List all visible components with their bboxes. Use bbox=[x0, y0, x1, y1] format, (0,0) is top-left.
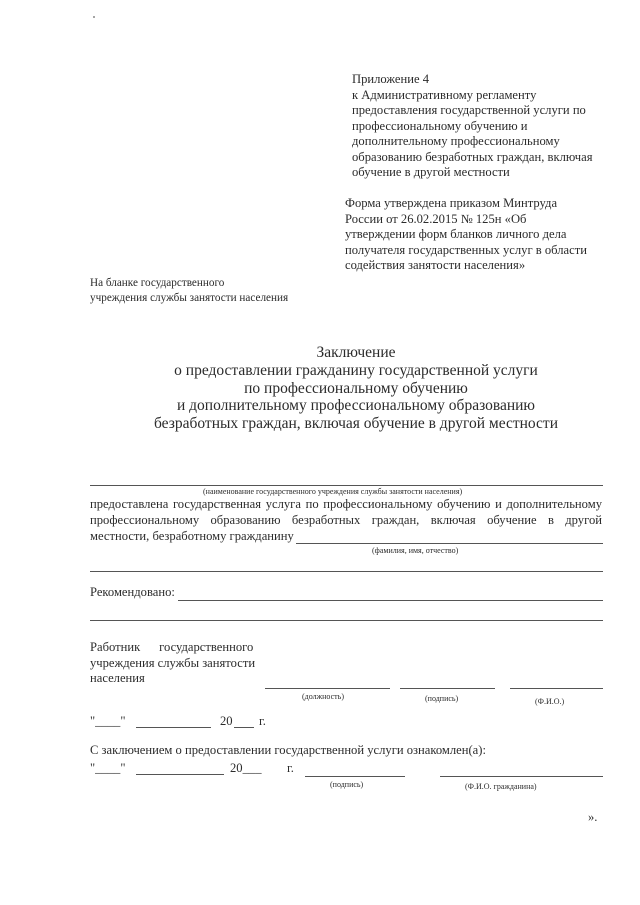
approval-block bbox=[345, 196, 607, 274]
institution-caption: (наименование государственного учреждения службы занятости населения) bbox=[203, 487, 463, 496]
fio-caption: (фамилия, имя, отчество) bbox=[372, 546, 459, 555]
worker-label bbox=[90, 640, 265, 687]
acquaint-year-field[interactable]: 20___ bbox=[230, 761, 262, 775]
date-month-field[interactable] bbox=[136, 727, 211, 728]
institution-name-field[interactable] bbox=[90, 485, 603, 486]
date-day-field[interactable]: "____" bbox=[90, 714, 126, 728]
title-line: о предоставлении гражданину государственной услуги bbox=[174, 361, 538, 379]
title-line: и дополнительному профессиональному образованию bbox=[176, 397, 536, 415]
worker-fio-caption: (Ф.И.О.) bbox=[535, 697, 565, 706]
worker-signature-field[interactable] bbox=[400, 688, 495, 689]
signature-caption: (подпись) bbox=[425, 694, 459, 703]
title-line: по профессиональному обучению bbox=[244, 379, 468, 397]
acquaint-signature-field[interactable] bbox=[305, 776, 405, 777]
recommendation-extra-line[interactable] bbox=[90, 620, 603, 621]
acquaint-text: С заключением о предоставлении государственной услуги ознакомлен(а): bbox=[90, 743, 486, 757]
position-caption: (должность) bbox=[302, 692, 344, 701]
approval-line: утверждении форм бланков личного дела bbox=[345, 227, 567, 241]
date-year-prefix: 20 bbox=[220, 714, 233, 728]
worker-fio-field[interactable] bbox=[510, 688, 603, 689]
acquaint-signature-caption: (подпись) bbox=[330, 780, 364, 789]
citizen-name-field[interactable] bbox=[296, 543, 603, 544]
worker-line: Работник государственного bbox=[90, 640, 254, 654]
appendix-line: Приложение 4 bbox=[352, 72, 430, 86]
worker-position-field[interactable] bbox=[265, 688, 390, 689]
closing-quote: ». bbox=[588, 810, 598, 824]
date-year-field[interactable] bbox=[234, 727, 254, 728]
worker-line: населения bbox=[90, 671, 145, 685]
appendix-line: дополнительному профессиональному bbox=[352, 134, 560, 148]
appendix-line: предоставления государственной услуги по bbox=[352, 103, 586, 117]
acquaint-year-suffix: г. bbox=[287, 761, 294, 775]
document-title bbox=[80, 344, 632, 433]
approval-line: содействия занятости населения» bbox=[345, 258, 526, 272]
letterhead-line: учреждения службы занятости населения bbox=[90, 292, 289, 304]
provided-text: предоставлена государственная услуга по профессиональному обучению и дополнительному профессиональному образованию безработных граждан, включая обучение в другой местности, безработному гражданину bbox=[90, 497, 602, 543]
approval-line: России от 26.02.2015 № 125н «Об bbox=[345, 211, 527, 226]
recommended-label: Рекомендовано: bbox=[90, 585, 175, 599]
acquaint-month-field[interactable] bbox=[136, 774, 224, 775]
recommendation-field[interactable] bbox=[178, 600, 603, 601]
approval-line: Форма утверждена приказом Минтруда bbox=[345, 196, 558, 210]
letterhead-note bbox=[90, 276, 330, 306]
appendix-line: образованию безработных граждан, включая bbox=[352, 149, 593, 164]
title-line: безработных граждан, включая обучение в другой местности bbox=[154, 415, 558, 433]
date-year-suffix: г. bbox=[259, 714, 266, 728]
worker-line: учреждения службы занятости bbox=[90, 655, 256, 670]
acquaint-fio-field[interactable] bbox=[440, 776, 603, 777]
appendix-block bbox=[352, 72, 602, 181]
approval-line: получателя государственных услуг в области bbox=[345, 242, 587, 257]
acquaint-day-field[interactable]: "____" bbox=[90, 761, 126, 775]
scan-speck bbox=[93, 16, 95, 18]
letterhead-line: На бланке государственного bbox=[90, 277, 225, 289]
appendix-line: профессиональному обучению и bbox=[352, 118, 528, 133]
appendix-line: к Административному регламенту bbox=[352, 87, 537, 102]
acquaint-fio-caption: (Ф.И.О. гражданина) bbox=[465, 782, 537, 791]
appendix-line: обучение в другой местности bbox=[352, 165, 510, 179]
citizen-name-extra-line[interactable] bbox=[90, 571, 603, 572]
title-line: Заключение bbox=[316, 344, 396, 361]
